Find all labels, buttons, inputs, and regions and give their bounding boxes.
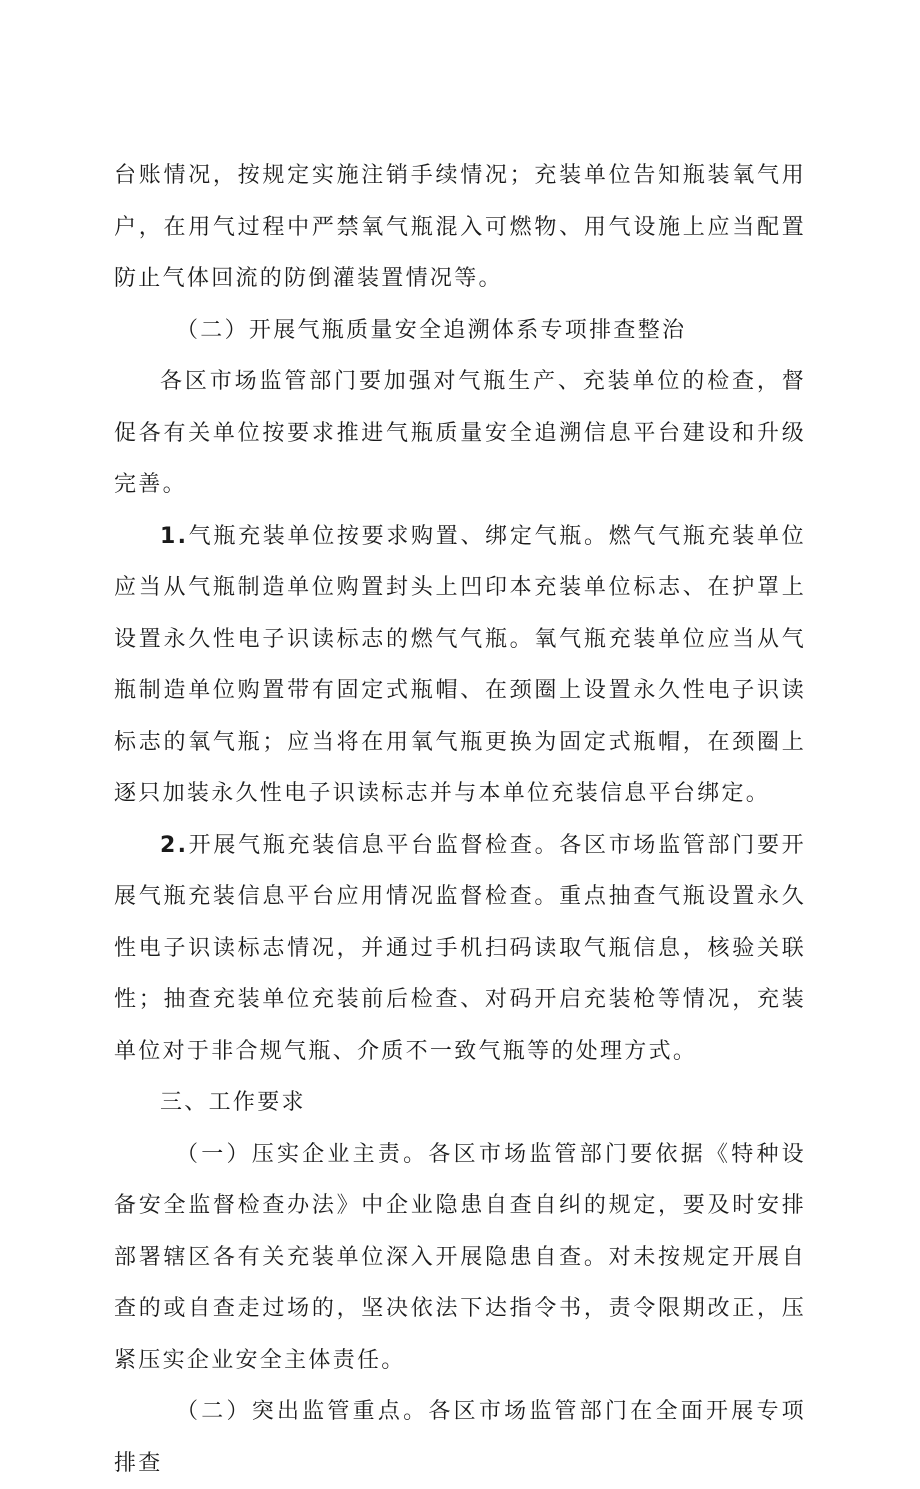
paragraph <box>114 356 806 511</box>
paragraph-text: （一）压实企业主责。各区市场监管部门要依据《特种设备安全监督检查办法》中企业隐患自查自纠的规定，要及时安排部署辖区各有关充装单位深入开展隐患自查。对未按规定开展自查的或自查走过场的，坚决依法下达指令书，责令限期改正，压紧压实企业安全主体责任。 <box>114 1141 806 1373</box>
paragraph-text: 气瓶充装单位按要求购置、绑定气瓶。燃气气瓶充装单位应当从气瓶制造单位购置封头上凹印本充装单位标志、在护罩上设置永久性电子识读标志的燃气气瓶。氧气瓶充装单位应当从气瓶制造单位购置带有固定式瓶帽、在颈圈上设置永久性电子识读标志的氧气瓶；应当将在用氧气瓶更换为固定式瓶帽，在颈圈上逐只加装永久性电子识读标志并与本单位充装信息平台绑定。 <box>114 523 806 806</box>
paragraph-text: （二）突出监管重点。各区市场监管部门在全面开展专项排查 <box>114 1399 806 1476</box>
document-body <box>114 150 806 1489</box>
paragraph-text: 三、工作要求 <box>160 1090 306 1115</box>
paragraph-text: 台账情况，按规定实施注销手续情况；充装单位告知瓶装氧气用户，在用气过程中严禁氧气瓶混入可燃物、用气设施上应当配置防止气体回流的防倒灌装置情况等。 <box>114 163 806 291</box>
numbered-paragraph <box>114 820 806 1078</box>
paragraph <box>114 1129 806 1387</box>
paragraph-continuation <box>114 150 806 305</box>
paragraph <box>114 1386 806 1489</box>
numbered-paragraph <box>114 511 806 820</box>
paragraph-text: 各区市场监管部门要加强对气瓶生产、充装单位的检查，督促各有关单位按要求推进气瓶质量安全追溯信息平台建设和升级完善。 <box>114 369 806 497</box>
section-heading <box>114 305 806 357</box>
paragraph-text: （二）开展气瓶质量安全追溯体系专项排查整治 <box>176 317 687 343</box>
item-number: 1. <box>160 523 189 549</box>
section-heading <box>114 1077 806 1129</box>
item-number: 2. <box>160 832 189 858</box>
paragraph-text: 开展气瓶充装信息平台监督检查。各区市场监管部门要开展气瓶充装信息平台应用情况监督检查。重点抽查气瓶设置永久性电子识读标志情况，并通过手机扫码读取气瓶信息，核验关联性；抽查充装单位充装前后检查、对码开启充装枪等情况，充装单位对于非合规气瓶、介质不一致气瓶等的处理方式。 <box>114 832 806 1064</box>
